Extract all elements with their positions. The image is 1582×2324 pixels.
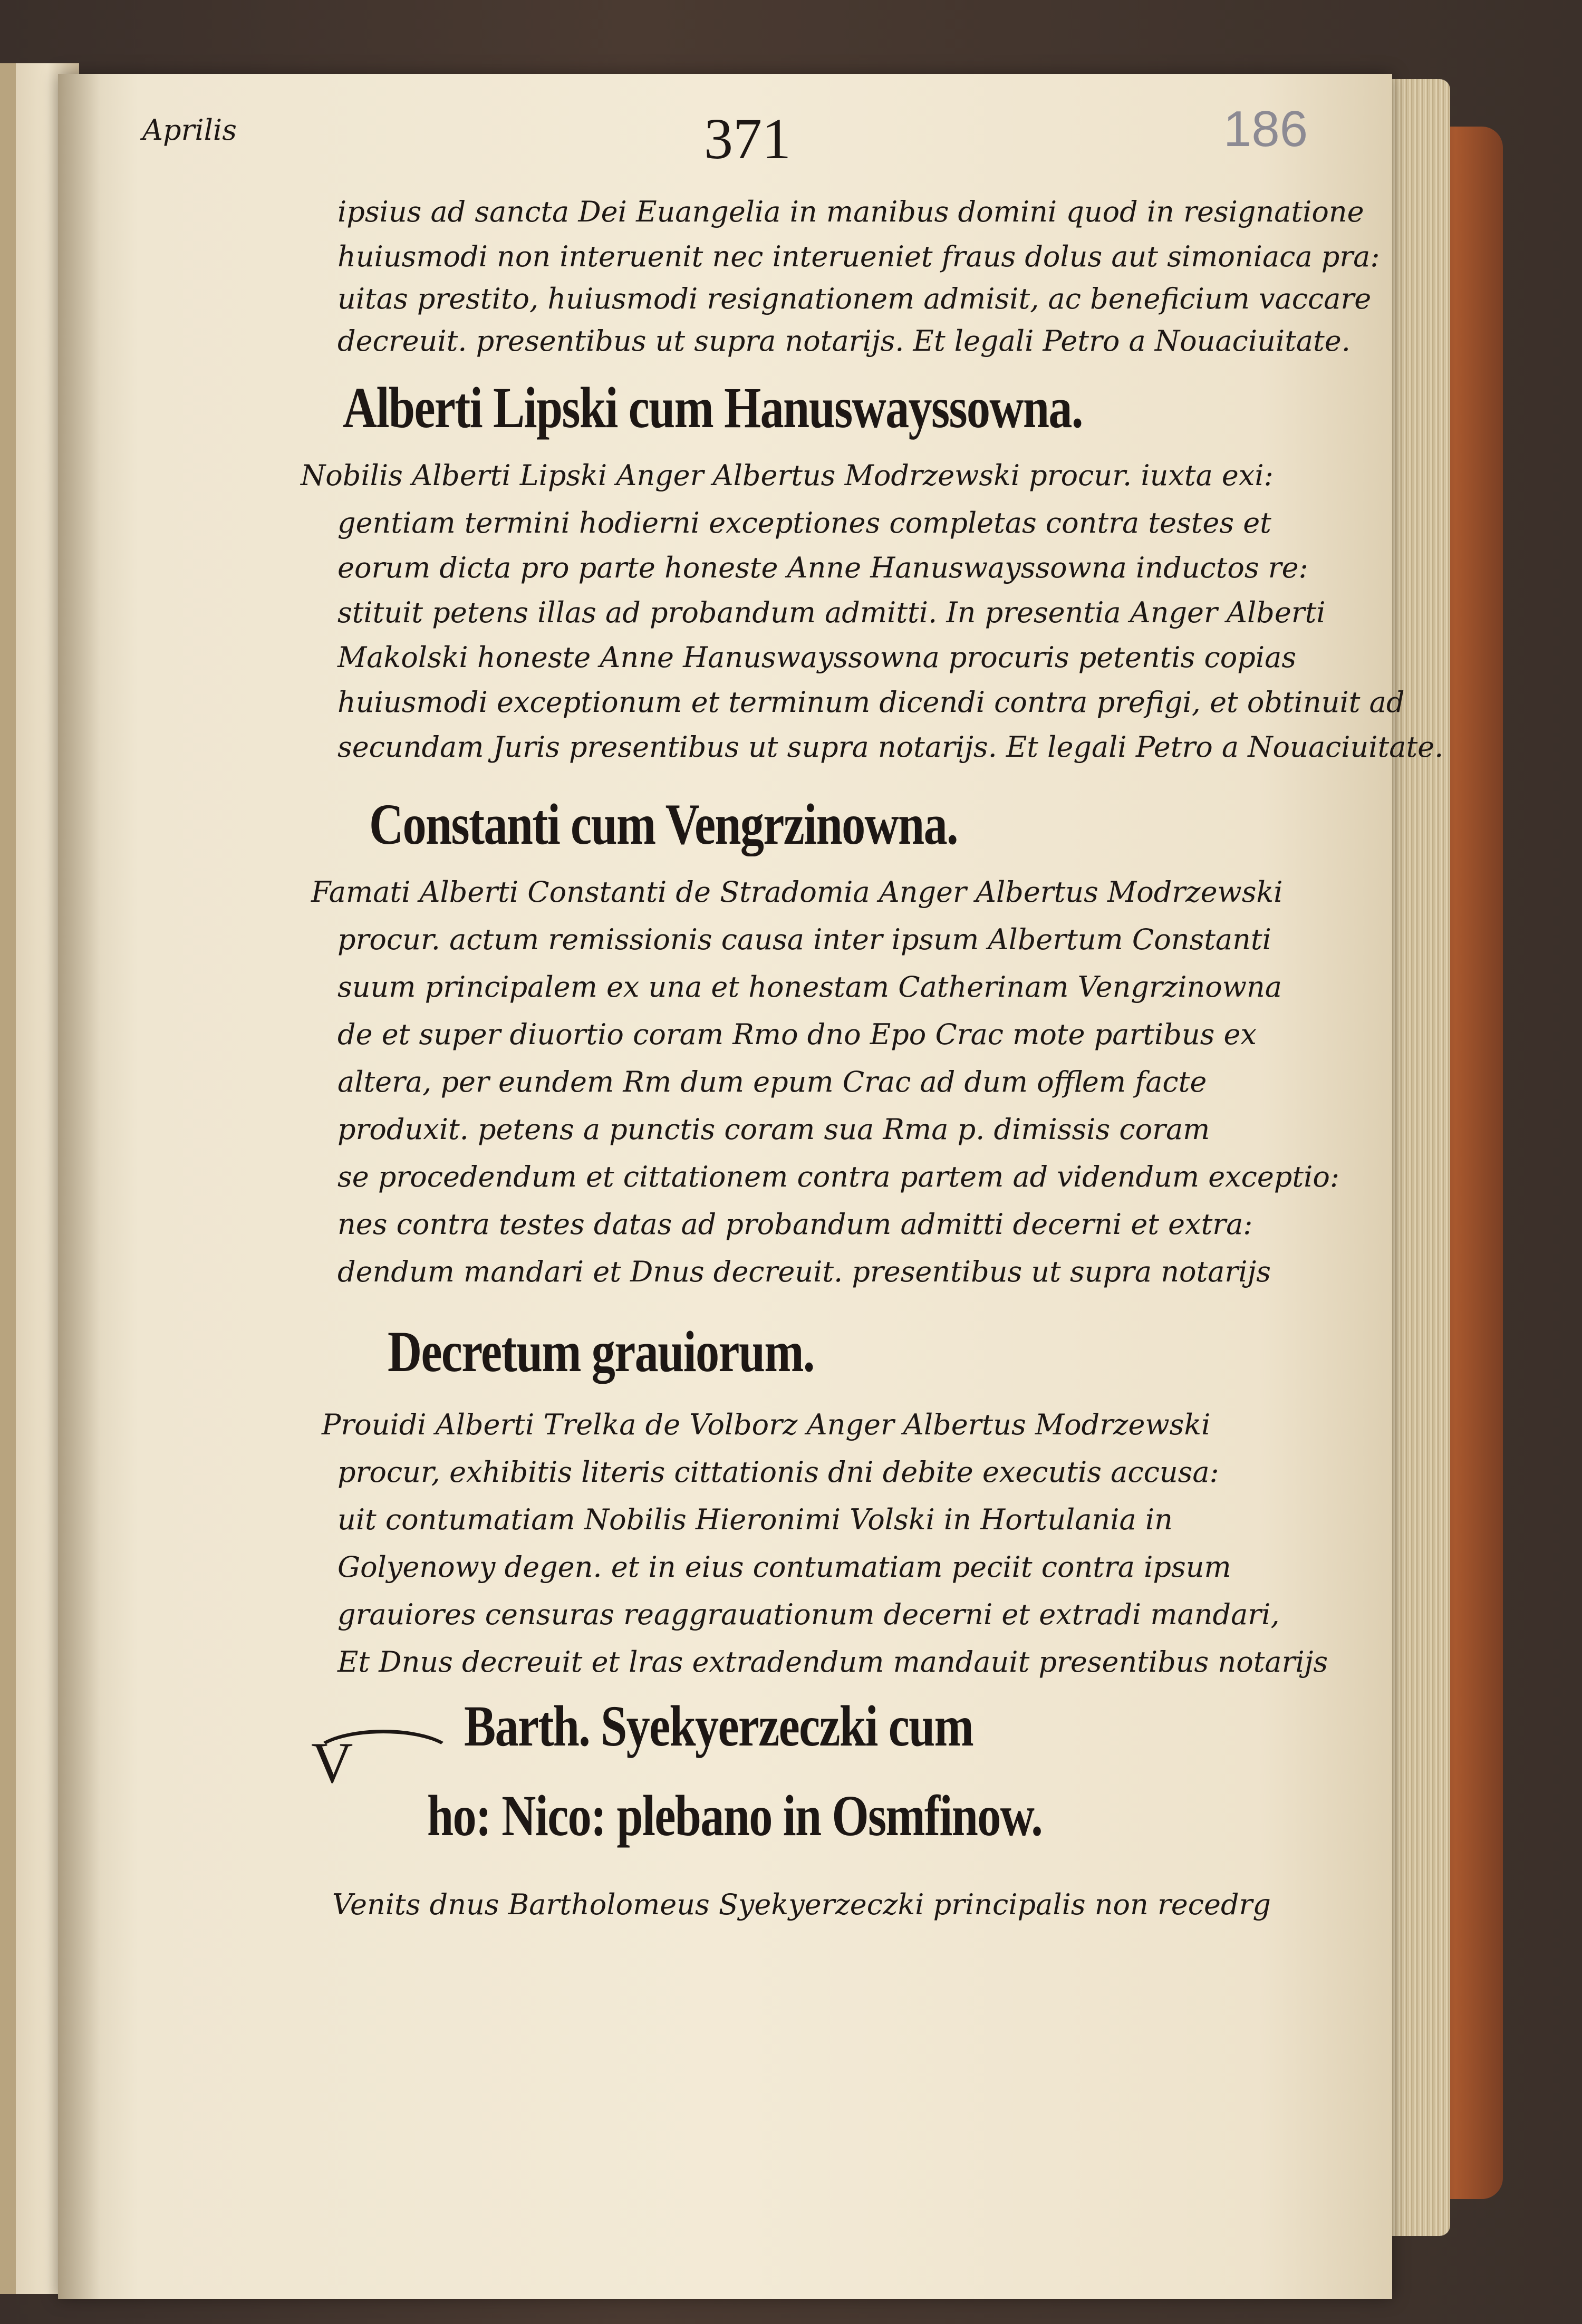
text-line: decreuit. presentibus ut supra notarijs. Et legali Petro a Nouaciuitate. xyxy=(337,324,1351,358)
text-line: Nobilis Alberti Lipski Anger Albertus Modrzewski procur. iuxta exi: xyxy=(301,459,1274,492)
text-line: Makolski honeste Anne Hanuswayssowna procuris petentis copias xyxy=(337,641,1297,674)
text-line: Golyenowy degen. et in eius contumatiam peciit contra ipsum xyxy=(337,1550,1231,1584)
text-line: Prouidi Alberti Trelka de Volborz Anger Albertus Modrzewski xyxy=(322,1408,1211,1441)
text-line: Famati Alberti Constanti de Stradomia Anger Albertus Modrzewski xyxy=(311,875,1283,909)
text-line: de et super diuortio coram Rmo dno Epo Crac mote partibus ex xyxy=(337,1018,1257,1051)
text-line: Venits dnus Bartholomeus Syekyerzeczki principalis non recedrg xyxy=(332,1888,1271,1921)
entry-heading: Alberti Lipski cum Hanuswayssowna. xyxy=(343,375,1083,440)
margin-month: Aprilis xyxy=(142,113,237,147)
entry-heading: Constanti cum Vengrzinowna. xyxy=(369,792,958,856)
text-line: ipsius ad sancta Dei Euangelia in manibus domini quod in resignatione xyxy=(337,195,1364,228)
text-line: grauiores censuras reaggrauationum decerni et extradi mandari, xyxy=(337,1598,1280,1631)
text-line: produxit. petens a punctis coram sua Rma p. dimissis coram xyxy=(337,1113,1210,1146)
text-line: huiusmodi exceptionum et terminum dicendi contra prefigi, et obtinuit ad xyxy=(337,686,1405,719)
entry-heading: Barth. Syekyerzeczki cum xyxy=(464,1694,973,1758)
text-line: secundam Juris presentibus ut supra notarijs. Et legali Petro a Nouaciuitate. xyxy=(337,730,1444,764)
text-line: gentiam termini hodierni exceptiones completas contra testes et xyxy=(337,506,1271,539)
pencil-folio-number: 186 xyxy=(1223,101,1308,157)
margin-mark: V xyxy=(311,1731,353,1795)
text-line: Et Dnus decreuit et lras extradendum mandauit presentibus notarijs xyxy=(337,1645,1328,1679)
text-line: procur, exhibitis literis cittationis dni debite executis accusa: xyxy=(337,1455,1219,1489)
text-line: eorum dicta pro parte honeste Anne Hanuswayssowna inductos re: xyxy=(337,551,1308,584)
text-line: nes contra testes datas ad probandum admitti decerni et extra: xyxy=(337,1208,1253,1241)
text-line: stituit petens illas ad probandum admitti. In presentia Anger Alberti xyxy=(337,596,1326,629)
text-line: se procedendum et cittationem contra partem ad videndum exceptio: xyxy=(337,1160,1340,1193)
facing-page-shadow xyxy=(0,63,16,2294)
text-line: uit contumatiam Nobilis Hieronimi Volski in Hortulania in xyxy=(337,1503,1173,1536)
text-line: suum principalem ex una et honestam Catherinam Vengrzinowna xyxy=(337,970,1282,1004)
text-line: dendum mandari et Dnus decreuit. presentibus ut supra notarijs xyxy=(337,1255,1271,1288)
gutter-shadow xyxy=(58,74,100,2299)
entry-heading: Decretum grauiorum. xyxy=(388,1319,814,1384)
text-line: huiusmodi non interuenit nec interueniet fraus dolus aut simoniaca pra: xyxy=(337,240,1380,273)
heading-flourish xyxy=(311,1730,456,1785)
folio-number: 371 xyxy=(704,107,791,171)
text-line: altera, per eundem Rm dum epum Crac ad dum offlem facte xyxy=(337,1065,1207,1098)
text-line: procur. actum remissionis causa inter ipsum Albertum Constanti xyxy=(337,923,1271,956)
entry-heading: ho: Nico: plebano in Osmfinow. xyxy=(427,1783,1043,1848)
text-line: uitas prestito, huiusmodi resignationem admisit, ac beneficium vaccare xyxy=(337,282,1372,315)
